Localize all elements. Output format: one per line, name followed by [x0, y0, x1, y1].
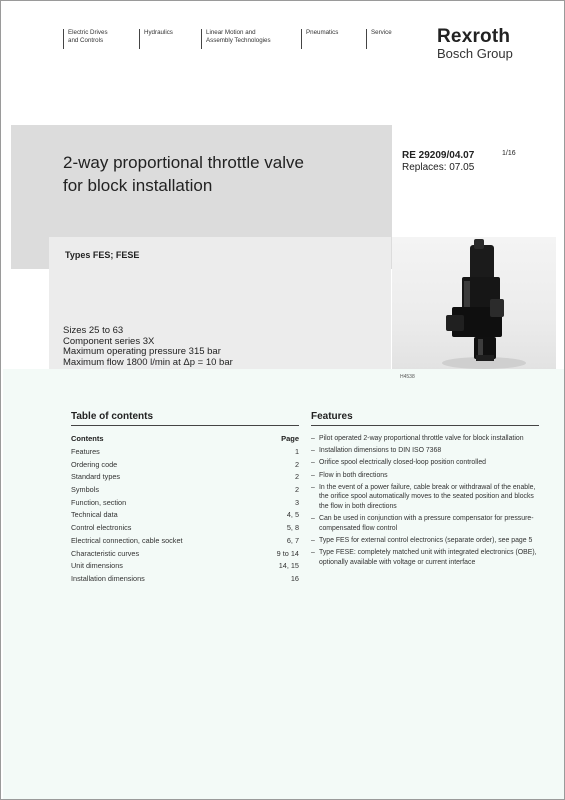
division-hydraulics	[139, 29, 173, 49]
toc-row[interactable]	[71, 522, 299, 535]
feature-item: – Pilot operated 2-way proportional throttle valve for block installation	[311, 434, 539, 444]
toc-page: 2	[294, 472, 299, 482]
toc-page: 9 to 14	[276, 548, 299, 558]
spec-line: Maximum flow 1800 l/min at Δp = 10 bar	[63, 356, 233, 368]
spec-line: Maximum operating pressure 315 bar	[63, 346, 221, 357]
toc-row[interactable]	[71, 535, 299, 548]
title-line: for block installation	[63, 176, 213, 195]
toc-page: 16	[290, 573, 299, 583]
division-pneumatics	[301, 29, 338, 49]
toc-label: Installation dimensions	[71, 573, 145, 583]
toc-label: Electrical connection, cable socket	[71, 535, 183, 545]
division-service	[366, 29, 392, 49]
features-section	[311, 411, 539, 570]
toc-row[interactable]	[71, 560, 299, 573]
feature-item: – Type FES for external control electronics (separate order), see page 5	[311, 536, 539, 546]
photo-code: H4538	[400, 374, 415, 380]
features-heading: Features	[311, 411, 539, 426]
spec-summary	[63, 326, 233, 368]
toc-page: 1	[294, 447, 299, 456]
toc-label: Technical data	[71, 510, 118, 520]
toc-row[interactable]	[71, 548, 299, 561]
division-label: Service	[371, 29, 392, 36]
toc-row[interactable]	[71, 497, 299, 510]
toc-label: Unit dimensions	[71, 561, 123, 571]
toc-header-row	[71, 434, 299, 446]
replaces-note: Replaces: 07.05	[402, 162, 475, 173]
toc-label: Symbols	[71, 485, 99, 495]
brand-name: Rexroth	[437, 26, 511, 47]
toc-label: Standard types	[71, 472, 121, 482]
feature-item: – In the event of a power failure, cable break or withdrawal of the enable, the orifice spool automatically moves to the seated position and blocks the flow in both directions	[311, 483, 539, 512]
document-title	[63, 151, 383, 197]
title-line: 2-way proportional throttle valve	[63, 153, 304, 172]
product-photo	[392, 237, 556, 371]
page-number: 1/16	[502, 150, 516, 157]
division-label: Assembly Technologies	[206, 36, 271, 44]
toc-page: 2	[294, 459, 299, 469]
division-label: Linear Motion and	[206, 29, 256, 36]
document-reference	[402, 150, 474, 174]
feature-item: – Can be used in conjunction with a pressure compensator for pressure-compensated flow control	[311, 514, 539, 533]
valve-image	[392, 237, 556, 371]
spec-line: Sizes 25 to 63	[63, 325, 124, 336]
toc-row[interactable]	[71, 573, 299, 586]
toc-row[interactable]	[71, 459, 299, 472]
document-number: RE 29209/04.07	[402, 150, 475, 161]
toc-heading: Table of contents	[71, 411, 299, 426]
toc-row[interactable]	[71, 484, 299, 497]
toc-col-page: Page	[281, 434, 299, 443]
brand-group: Bosch Group	[437, 46, 513, 61]
division-label: and Controls	[68, 36, 104, 44]
toc-label: Ordering code	[71, 459, 118, 469]
toc-page: 14, 15	[278, 561, 299, 571]
spec-line: Component series 3X	[63, 335, 155, 347]
toc-row[interactable]	[71, 446, 299, 459]
feature-list	[311, 434, 539, 567]
feature-item: – Orifice spool electrically closed-loop position controlled	[311, 458, 539, 468]
types-label: Types FES; FESE	[65, 250, 140, 260]
toc-page: 5, 8	[286, 523, 299, 533]
table-of-contents	[71, 411, 299, 586]
brand-logo	[437, 27, 513, 60]
division-linear-motion	[201, 29, 271, 49]
feature-item: – Type FESE: completely matched unit with integrated electronics (OBE), optionally available with voltage or current interface	[311, 548, 539, 567]
toc-page: 4, 5	[286, 510, 299, 520]
toc-col-contents: Contents	[71, 434, 104, 443]
division-label: Pneumatics	[306, 29, 339, 36]
division-label: Hydraulics	[144, 29, 173, 36]
feature-item: – Installation dimensions to DIN ISO 7368	[311, 446, 539, 456]
division-label: Electric Drives	[68, 29, 108, 36]
toc-row[interactable]	[71, 509, 299, 522]
toc-label: Characteristic curves	[71, 548, 140, 558]
division-electric-drives	[63, 29, 108, 49]
toc-page: 3	[294, 497, 299, 507]
toc-page: 6, 7	[286, 535, 299, 545]
toc-row[interactable]	[71, 471, 299, 484]
toc-label: Features	[71, 447, 100, 456]
toc-label: Control electronics	[71, 523, 132, 533]
toc-page: 2	[294, 485, 299, 495]
feature-item: – Flow in both directions	[311, 471, 539, 481]
toc-label: Function, section	[71, 497, 127, 507]
